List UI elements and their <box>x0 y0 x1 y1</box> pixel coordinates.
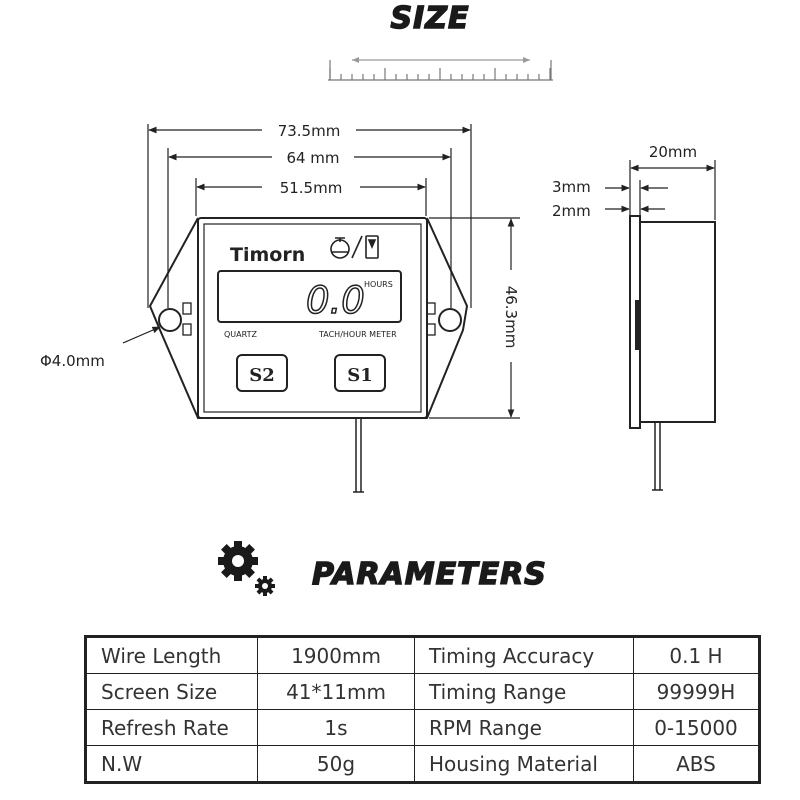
param-label: Wire Length <box>86 637 258 674</box>
meter-type-label: TACH/HOUR METER <box>319 330 397 339</box>
size-heading: SIZE <box>390 1 470 36</box>
gears-icon <box>218 541 275 596</box>
tach-hour-meter-side <box>630 216 715 490</box>
parameters-heading: PARAMETERS <box>312 557 547 592</box>
parameters-table <box>84 635 761 784</box>
flange-thickness-dimension: 3mm <box>552 178 591 196</box>
param-label: N.W <box>86 746 258 783</box>
s1-button-label: S1 <box>347 365 373 386</box>
param-label: Timing Accuracy <box>415 637 634 674</box>
lcd-unit: HOURS <box>364 280 393 289</box>
quartz-label: QUARTZ <box>224 330 257 339</box>
param-label: RPM Range <box>415 710 634 746</box>
param-value: 99999H <box>634 674 760 710</box>
param-label: Housing Material <box>415 746 634 783</box>
param-value: 1s <box>258 710 415 746</box>
hole-spacing-dimension: 64 mm <box>286 149 340 167</box>
table-row <box>86 674 760 710</box>
param-label: Screen Size <box>86 674 258 710</box>
body-width-dimension: 51.5mm <box>279 179 343 197</box>
param-value: 50g <box>258 746 415 783</box>
table-row <box>86 710 760 746</box>
overall-width-dimension: 73.5mm <box>277 122 341 140</box>
s2-button-label: S2 <box>249 365 275 386</box>
param-value: 41*11mm <box>258 674 415 710</box>
param-value: 0.1 H <box>634 637 760 674</box>
param-label: Timing Range <box>415 674 634 710</box>
lcd-reading: 0.0 <box>306 279 365 322</box>
table-row <box>86 746 760 783</box>
param-label: Refresh Rate <box>86 710 258 746</box>
depth-dimension: 20mm <box>648 143 698 161</box>
hole-diameter-dimension: Φ4.0mm <box>40 352 105 370</box>
param-value: ABS <box>634 746 760 783</box>
ruler-icon <box>328 57 553 80</box>
tach-hour-meter-front <box>150 218 467 492</box>
param-value: 1900mm <box>258 637 415 674</box>
param-value: 0-15000 <box>634 710 760 746</box>
table-row <box>86 637 760 674</box>
brand-name: Timorn <box>230 244 306 266</box>
panel-thickness-dimension: 2mm <box>552 202 591 220</box>
height-dimension: 46.3mm <box>502 285 520 349</box>
